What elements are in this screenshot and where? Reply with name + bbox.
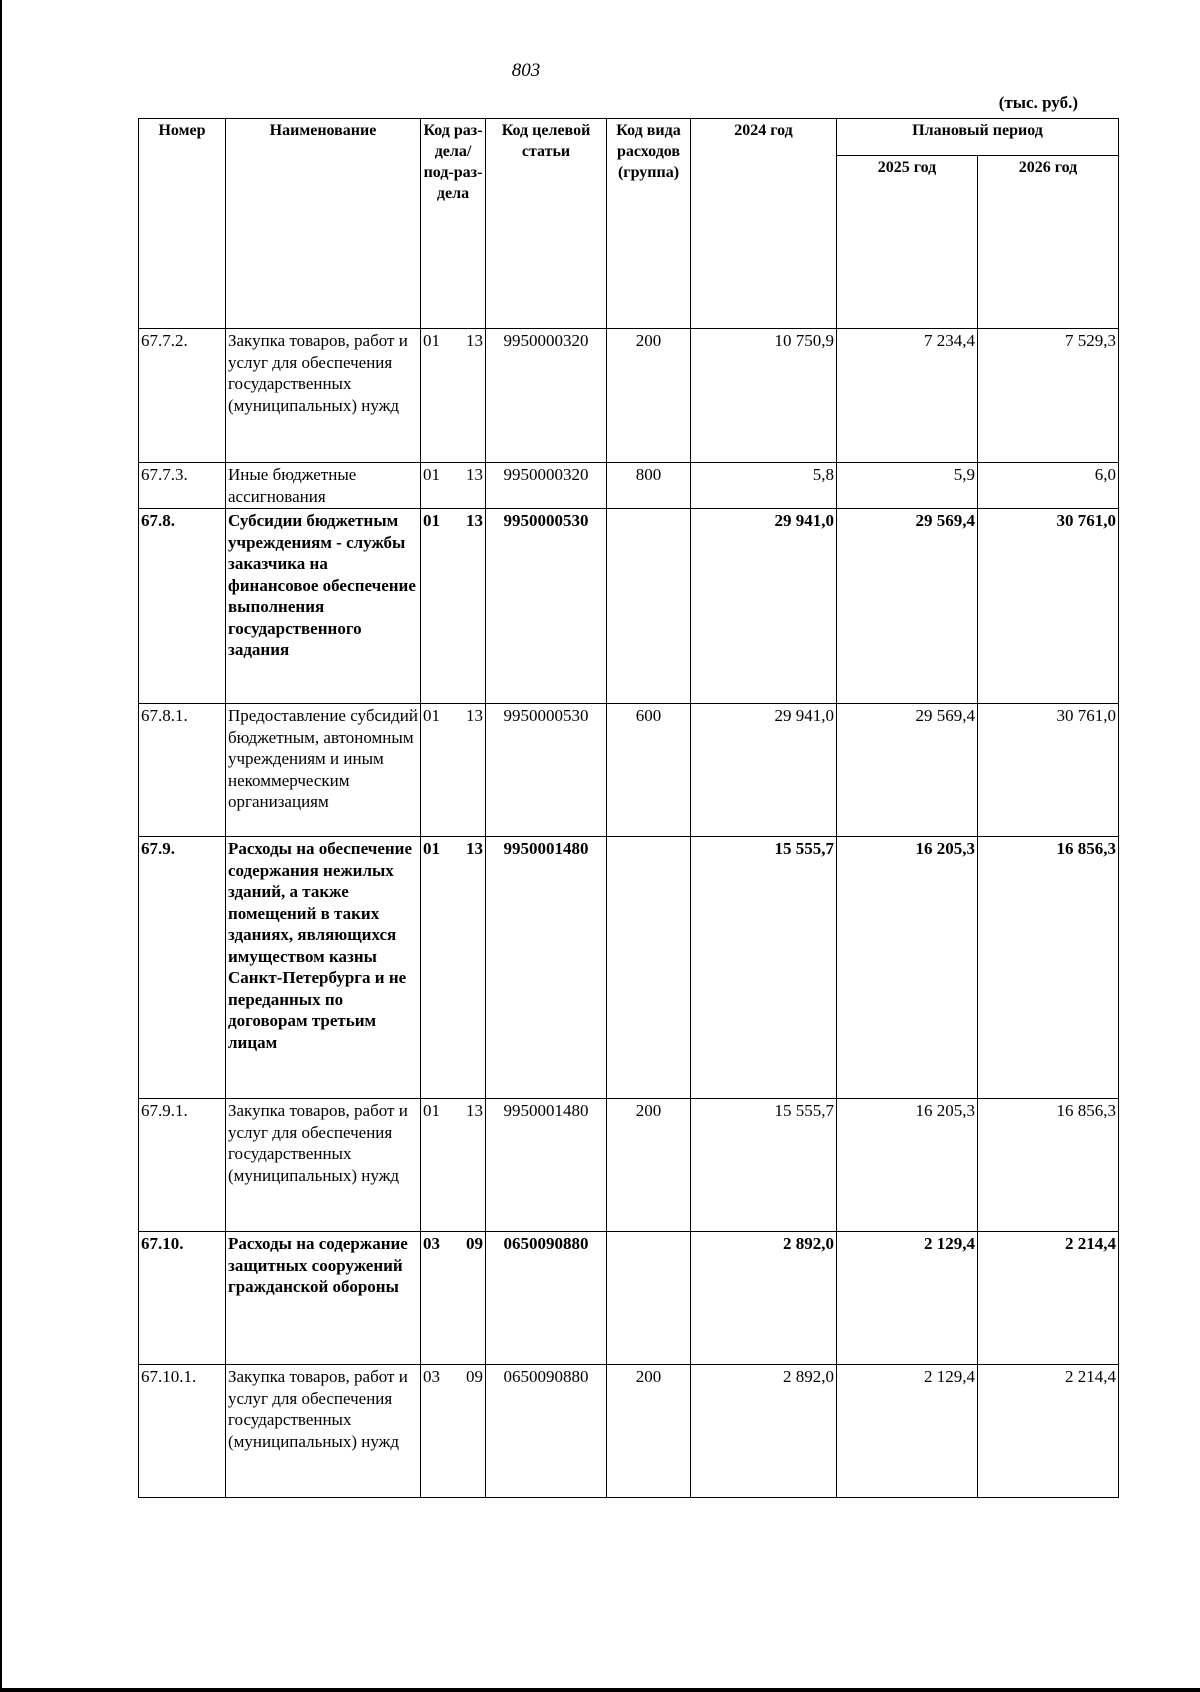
- table-row: [139, 1232, 1119, 1365]
- row-amount-2026: 16 856,3: [978, 1099, 1119, 1232]
- row-amount-2024: 10 750,9: [691, 329, 837, 463]
- table-row: [139, 1099, 1119, 1232]
- row-section-code: [421, 1365, 486, 1498]
- row-amount-2025: 5,9: [837, 463, 978, 509]
- row-amount-2025: 29 569,4: [837, 509, 978, 704]
- row-section: 01: [423, 706, 440, 725]
- row-name: Закупка товаров, работ и услуг для обеспечения государственных (муниципальных) нужд: [226, 1365, 421, 1498]
- row-amount-2024: 15 555,7: [691, 837, 837, 1099]
- table-row: [139, 329, 1119, 463]
- table-row: [139, 1365, 1119, 1498]
- row-subsection: 13: [466, 839, 483, 858]
- row-expense-kind: 200: [607, 1365, 691, 1498]
- row-section-code: [421, 1099, 486, 1232]
- row-subsection: 09: [466, 1367, 483, 1386]
- row-name: Закупка товаров, работ и услуг для обеспечения государственных (муниципальных) нужд: [226, 1099, 421, 1232]
- row-amount-2026: 30 761,0: [978, 509, 1119, 704]
- table-row: [139, 463, 1119, 509]
- row-name: Закупка товаров, работ и услуг для обеспечения государственных (муниципальных) нужд: [226, 329, 421, 463]
- header-name: Наименование: [226, 119, 421, 329]
- header-year-2024: 2024 год: [691, 119, 837, 329]
- row-number: 67.8.: [139, 509, 226, 704]
- row-section: 01: [423, 511, 440, 530]
- row-target-code: 9950000530: [486, 704, 607, 837]
- table-row: [139, 509, 1119, 704]
- row-section: 01: [423, 1101, 440, 1120]
- row-section-code: [421, 509, 486, 704]
- row-amount-2025: 16 205,3: [837, 837, 978, 1099]
- table-row: [139, 837, 1119, 1099]
- row-expense-kind: 200: [607, 329, 691, 463]
- row-amount-2025: 7 234,4: [837, 329, 978, 463]
- row-amount-2025: 2 129,4: [837, 1232, 978, 1365]
- row-amount-2024: 15 555,7: [691, 1099, 837, 1232]
- page-number: 803: [511, 60, 541, 81]
- row-amount-2024: 2 892,0: [691, 1232, 837, 1365]
- row-amount-2025: 29 569,4: [837, 704, 978, 837]
- row-number: 67.10.1.: [139, 1365, 226, 1498]
- row-section: 01: [423, 465, 440, 484]
- row-target-code: 9950001480: [486, 1099, 607, 1232]
- row-amount-2025: 2 129,4: [837, 1365, 978, 1498]
- row-name: Субсидии бюджетным учреждениям - службы заказчика на финансовое обеспечение выполнения государственного задания: [226, 509, 421, 704]
- row-subsection: 13: [466, 331, 483, 350]
- header-year-2026: 2026 год: [978, 156, 1119, 329]
- row-expense-kind: 600: [607, 704, 691, 837]
- row-amount-2024: 29 941,0: [691, 509, 837, 704]
- table-body: [139, 329, 1119, 1498]
- header-year-2025: 2025 год: [837, 156, 978, 329]
- header-section-code: Код раз-дела/ под-раз-дела: [421, 119, 486, 329]
- row-section-code: [421, 704, 486, 837]
- row-amount-2024: 29 941,0: [691, 704, 837, 837]
- row-amount-2026: 2 214,4: [978, 1232, 1119, 1365]
- row-amount-2026: 16 856,3: [978, 837, 1119, 1099]
- row-expense-kind: 800: [607, 463, 691, 509]
- row-number: 67.7.3.: [139, 463, 226, 509]
- row-amount-2025: 16 205,3: [837, 1099, 978, 1232]
- row-section-code: [421, 463, 486, 509]
- row-amount-2026: 7 529,3: [978, 329, 1119, 463]
- row-expense-kind: 200: [607, 1099, 691, 1232]
- row-amount-2026: 2 214,4: [978, 1365, 1119, 1498]
- row-target-code: 9950001480: [486, 837, 607, 1099]
- row-section: 01: [423, 839, 440, 858]
- row-amount-2024: 2 892,0: [691, 1365, 837, 1498]
- row-target-code: 9950000320: [486, 463, 607, 509]
- row-amount-2026: 6,0: [978, 463, 1119, 509]
- row-number: 67.7.2.: [139, 329, 226, 463]
- scan-left-edge: [0, 0, 2, 1692]
- table-row: [139, 704, 1119, 837]
- header-target-code: Код целевой статьи: [486, 119, 607, 329]
- row-number: 67.8.1.: [139, 704, 226, 837]
- table-header: [139, 119, 1119, 329]
- row-target-code: 0650090880: [486, 1232, 607, 1365]
- header-expense-kind-code: Код вида расходов (группа): [607, 119, 691, 329]
- row-name: Расходы на содержание защитных сооружений гражданской обороны: [226, 1232, 421, 1365]
- row-section: 01: [423, 331, 440, 350]
- row-number: 67.9.: [139, 837, 226, 1099]
- row-amount-2026: 30 761,0: [978, 704, 1119, 837]
- scan-bottom-edge: [0, 1688, 1200, 1692]
- row-target-code: 0650090880: [486, 1365, 607, 1498]
- row-section-code: [421, 1232, 486, 1365]
- row-section: 03: [423, 1234, 440, 1253]
- row-expense-kind: [607, 509, 691, 704]
- header-plan-period: Плановый период: [837, 119, 1119, 156]
- row-section-code: [421, 837, 486, 1099]
- row-target-code: 9950000320: [486, 329, 607, 463]
- row-name: Расходы на обеспечение содержания нежилых зданий, а также помещений в таких зданиях, являющихся имуществом казны Санкт-Петербурга и не переданных по договорам третьим лицам: [226, 837, 421, 1099]
- row-name: Иные бюджетные ассигнования: [226, 463, 421, 509]
- row-expense-kind: [607, 1232, 691, 1365]
- row-number: 67.9.1.: [139, 1099, 226, 1232]
- row-subsection: 09: [466, 1234, 483, 1253]
- budget-table: [138, 118, 1119, 1498]
- header-number: Номер: [139, 119, 226, 329]
- row-name: Предоставление субсидий бюджетным, автономным учреждениям и иным некоммерческим организациям: [226, 704, 421, 837]
- units-label: (тыс. руб.): [998, 93, 1078, 112]
- row-section: 03: [423, 1367, 440, 1386]
- row-expense-kind: [607, 837, 691, 1099]
- row-subsection: 13: [466, 706, 483, 725]
- row-section-code: [421, 329, 486, 463]
- row-target-code: 9950000530: [486, 509, 607, 704]
- row-amount-2024: 5,8: [691, 463, 837, 509]
- row-number: 67.10.: [139, 1232, 226, 1365]
- row-subsection: 13: [466, 511, 483, 530]
- row-subsection: 13: [466, 465, 483, 484]
- row-subsection: 13: [466, 1101, 483, 1120]
